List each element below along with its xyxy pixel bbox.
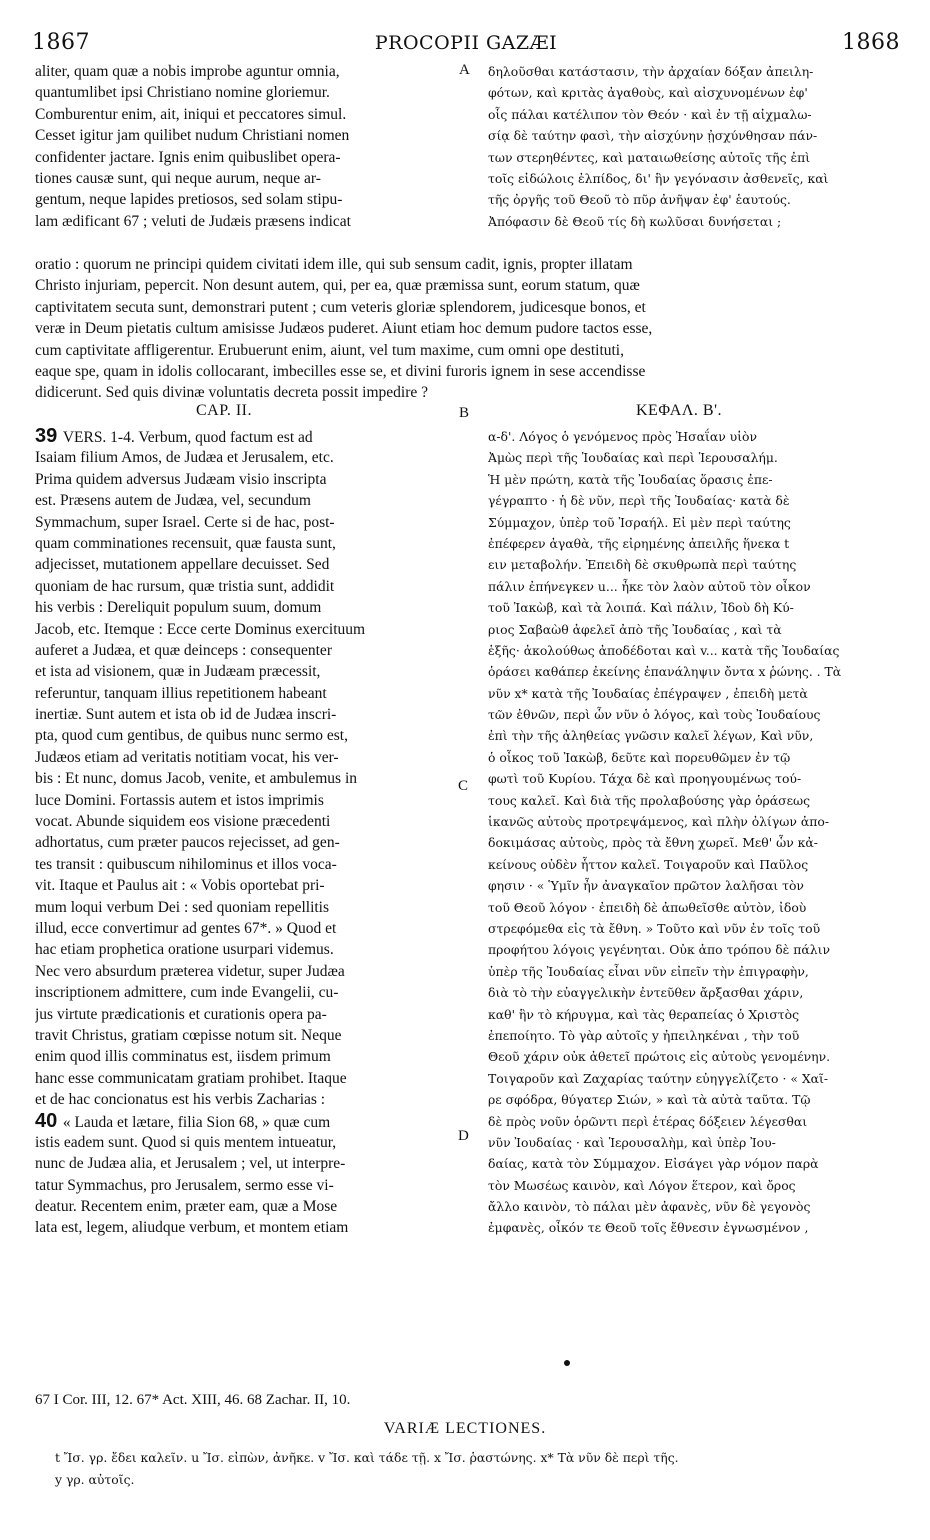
text-line: ριος Σαβαὼθ ἀφελεῖ ἀπὸ τῆς Ἰουδαίας , καὶ τὰ [488,621,782,637]
text-line: τῆς ὀργῆς τοῦ Θεοῦ τὸ πῦρ ἀνῆψαν ἐφ' ἑαυτούς. [488,192,791,208]
text-line: referuntur, tanquam illius repetitionem habeant [35,684,327,702]
text-line: veræ in Deum pietatis cultum amisisse Judæos puderet. Aiunt etiam hoc demum pudore tactos esse, [35,320,653,338]
text-line: δοκιμάσας αὐτοὺς, πρὸς τὰ ἔθνη χωρεῖ. Μεθ' ὧν κἀ- [488,835,818,851]
text-line: deatur. Recentem enim, præter eam, quæ a Mose [35,1198,338,1216]
text-line: φησιν · « Ὑμῖν ἦν ἀναγκαῖον πρῶτον λαλῆσαι τὸν [488,878,804,894]
ornament-dot [564,1360,570,1366]
running-title: PROCOPII GAZÆI [374,32,558,54]
text-line: τοῦ Ἰακὼβ, καὶ τὰ λοιπά. Καὶ πάλιν, Ἰδοὺ δὴ Κύ- [488,600,794,616]
text-line: νῦν x* κατὰ τῆς Ἰουδαίας ἐπέγραψεν , ἐπειδὴ μετὰ [488,685,808,701]
text-line: oratio : quorum ne principi quidem civitati idem ille, qui sub sensum cadit, ignis, propter illatam [35,256,633,273]
margin-marker-a: A [459,62,470,78]
text-line: ἐπεποίητο. Τὸ γὰρ αὐτοῖς y ἠπειληκέναι , τὴν τοῦ [488,1027,800,1043]
text-line: ἐπὶ τὴν τῆς ἀληθείας γνῶσιν καλεῖ λέγων, Καὶ νῦν, [488,728,814,744]
text-line: et de hac concionatus est his verbis Zacharias : [35,1091,326,1109]
text-line: his verbis : Dereliquit populum suum, domum [35,599,322,617]
text-line: τοῦ Θεοῦ λόγον · ἐπειδὴ δὲ ἀπωθεῖσθε αὐτὸν, ἰδοὺ [488,899,807,915]
page-number-right: 1868 [842,30,900,55]
text-line: ἐμφανὲς, οἶκόν τε Θεοῦ τοῖς ἔθνεσιν ἐγνωσμένον , [488,1220,809,1236]
text-line: et ista ad visionem, quæ in Judæam præcessit, [35,663,321,681]
text-line: gentum, neque lapides pretiosos, sed solam stipu- [35,191,343,209]
text-line: οἷς πάλαι κατέλιπον τὸν Θεόν · καὶ ἐν τῇ αἰχμαλω- [488,106,812,122]
margin-marker-c: C [458,778,469,794]
text-line: jus virtute prædicationis et curationis opera pa- [35,1005,327,1023]
text-line: φότων, καὶ κριτὰς ἀγαθοὺς, καὶ αἰσχυνομένων ἐφ' [488,85,808,101]
text-line: mum loqui verbum Dei : sed quoniam repellitis [35,898,330,916]
text-line: adhortatus, cum præter paucos rejecisset, ad gen- [35,834,340,852]
text-line: ειν μεταβολήν. Ἐπειδὴ δὲ σκυθρωπὰ περὶ ταύτης [488,557,797,573]
text-line: τοῖς εἰδώλοις ἐλπίδος, δι' ἣν γεγόνασιν ἀσθενεῖς, καὶ [488,170,829,186]
text-line: δαίας, κατὰ τὸν Σύμμαχον. Εἰσάγει γὰρ νόμον παρὰ [488,1156,819,1172]
text-line: inscriptionem admittere, cum inde Evangelii, cu- [35,984,339,1002]
text-line: φωτὶ τοῦ Κυρίου. Τάχα δὲ καὶ προηγουμένως τού- [488,771,802,787]
running-head [32,30,900,60]
variae-lectiones-title: VARIÆ LECTIONES. [383,1420,547,1437]
text-line: ὁ οἶκος τοῦ Ἰακὼβ, δεῦτε καὶ πορευθῶμεν ἐν τῷ [488,749,791,765]
text-line: vit. Itaque et Paulus ait : « Vobis oportebat pri- [35,877,325,895]
text-line: Judæos etiam ad veritatis notitiam vocat, his ver- [35,748,339,766]
text-line: τῶν ἐθνῶν, περὶ ὧν νῦν ὁ λόγος, καὶ τοὺς Ἰουδαίους [488,707,821,723]
text-line: 39 VERS. 1-4. Verbum, quod factum est ad [35,426,313,447]
text-line: Prima quidem adversus Judæam visio inscripta [35,470,327,488]
text-line: σίᾳ δὲ ταύτην φασὶ, τὴν αἰσχύνην ᾐσχύνθησαν πάν- [488,128,818,144]
text-line: est. Præsens autem de Judæa, vel, secundum [35,492,311,510]
text-line: ὁράσει καθάπερ ἐκείνης ἐπανάληψιν ὄντα x ῥώνης. . Τὰ [488,664,842,680]
text-line: quoniam de hac rursum, quæ tristia sunt, addidit [35,577,335,595]
text-line: lata est, legem, aliudque verbum, et montem etiam [35,1219,349,1237]
text-line: tatur Symmachus, pro Jerusalem, sermo esse vi- [35,1176,334,1194]
text-line: Τοιγαροῦν καὶ Ζαχαρίας ταύτην εὐηγγελίζετο · « Χαῖ- [488,1070,829,1086]
chapter-heading-latin: CAP. II. [196,402,253,419]
top-left-column [35,61,457,232]
text-line: enim quod illis comminatus est, iisdem primum [35,1048,331,1066]
text-line: didicerunt. Sed quis divinæ voluntatis decreta possit impedire ? [35,384,429,402]
text-line: δηλοῦσθαι κατάστασιν, τὴν ἀρχαίαν δόξαν ἀπειλη- [488,64,814,79]
text-line: ρε σφόδρα, θύγατερ Σιών, » καὶ τὰ αὐτὰ ταῦτα. Τῷ [488,1092,811,1108]
full-width-paragraph [35,254,908,404]
variant-readings-line-1: t Ἴσ. γρ. ἔδει καλεῖν. u Ἴσ. εἰπὼν, ἀνῆκε. v Ἴσ. καὶ τάδε τῇ. x Ἴσ. ῥαστώνης. x* Τὰ νῦν δὲ περὶ τῆς. [55,1450,679,1465]
page-number-left: 1867 [32,30,90,55]
text-line: ἑξῆς· ἀκολούθως ἀποδέδοται καὶ v... κατὰ τῆς Ἰουδαίας [488,642,840,658]
text-line: istis eadem sunt. Quod si quis mentem intueatur, [35,1133,337,1151]
text-line: pta, quod cum gentibus, de quibus nunc sermo est, [35,727,348,745]
margin-marker-b: B [459,405,470,421]
text-line: Ἀπόφασιν δὲ Θεοῦ τίς δὴ κωλῦσαι δυνήσεται ; [488,213,782,229]
left-body-column [35,426,457,1239]
text-line: α-δ'. Λόγος ὁ γενόμενος πρὸς Ἠσαΐαν υἱὸν [488,429,758,444]
text-line: Cesset igitur jam quilibet nudum Christiani nomen [35,127,350,145]
text-line: hanc esse communicatam gratiam prohibet. Itaque [35,1069,347,1087]
text-line: quam comminationes recensuit, quæ fausta sunt, [35,534,336,552]
text-line: τους καλεῖ. Καὶ διὰ τῆς προλαβούσης γὰρ ὁράσεως [488,792,811,808]
text-line: Isaiam filium Amos, de Judæa et Jerusalem, etc. [35,449,334,467]
right-body-column [488,426,908,1239]
text-line: nunc de Judæa alia, et Jerusalem ; vel, ut interpre- [35,1155,346,1173]
text-line: Comburentur enim, ait, iniqui et peccatores simul. [35,105,347,123]
text-line: inertiæ. Sunt autem et ista ob id de Judæa inscri- [35,706,337,724]
text-line: κείνους οὐδὲν ἧττον καλεῖ. Τοιγαροῦν καὶ Παῦλος [488,856,809,872]
variant-readings-line-2: y γρ. αὐτοῖς. [55,1472,135,1487]
text-line: προφήτου λόγοις γεγένηται. Οὐκ ἀπο τρόπου δὲ πάλιν [488,942,831,958]
text-line: γέγραπτο · ἡ δὲ νῦν, περὶ τῆς Ἰουδαίας· κατὰ δὲ [488,493,790,509]
text-line: vocat. Abunde siquidem eos visione præcedenti [35,813,331,831]
text-line: auferet a Judæa, et quæ deinceps : consequenter [35,641,332,659]
text-line: travit Christus, gratiam cœpisse notum sit. Neque [35,1026,342,1044]
text-line: στρεφόμεθα εἰς τὰ ἔθνη. » Τοῦτο καὶ νῦν ἐν τοῖς τοῦ [488,920,821,936]
text-line: aliter, quam quæ a nobis improbe aguntur omnia, [35,63,340,80]
text-line: lam ædificant 67 ; veluti de Judæis præsens indicat [35,212,351,230]
chapter-heading-greek: ΚΕΦΑΛ. Β'. [636,402,722,419]
text-line: captivitatem secuta sunt, demonstrari putent ; cum veteris gloriæ splendorem, judicesque bonos, et [35,298,646,316]
section-number: 39 [35,426,63,447]
text-line: Σύμμαχον, ὑπὲρ τοῦ Ἰσραήλ. Εἰ μὲν περὶ ταύτης [488,514,791,530]
text-line: adjecisset, mutationem appellare decuisset. Sed [35,556,330,574]
text-line: ἄλλο καινὸν, τὸ πάλαι μὲν ἀφανὲς, νῦν δὲ γεγονὸς [488,1199,811,1215]
text-line: ὑπὲρ τῆς Ἰουδαίας εἶναι νῦν εἰπεῖν τὴν ἐπιγραφὴν, [488,963,809,979]
margin-marker-d: D [458,1128,469,1144]
text-line: δὲ πρὸς νοῦν ὁρῶντι περὶ ἑτέρας δόξειεν λέγεσθαι [488,1113,808,1129]
text-line: ἱκανῶς αὐτοὺς προτρεψάμενος, καὶ πλὴν ὀλίγων ἀπο- [488,814,830,830]
text-line: Symmachum, super Israel. Certe si de hac, post- [35,513,335,531]
text-line: illud, ecce convertimur ad gentes 67*. » Quod et [35,919,337,937]
text-line: tiones causæ sunt, qui neque aurum, neque ar- [35,169,321,187]
text-line: 40 « Lauda et lætare, filia Sion 68, » quæ cum [35,1110,331,1132]
text-line: Jacob, etc. Itemque : Ecce certe Dominus exercituum [35,620,366,638]
text-line: tes transit : quibuscum nihilominus et illos voca- [35,855,337,873]
text-line: τὸν Μωσέως καινὸν, καὶ Λόγον ἕτερον, καὶ ὄρος [488,1177,796,1193]
text-line: διὰ τὸ τὴν εὐαγγελικὴν ἐντεῦθεν ἄρξασθαι χάριν, [488,985,804,1001]
text-line: πάλιν ἐπήνεγκεν u... ἦκε τὸν λαὸν αὐτοῦ τὸν οἶκον [488,578,811,594]
text-line: Christo injuriam, pepercit. Non desunt autem, qui, per ea, quæ præmissa sunt, eorum statum, quæ [35,277,640,295]
top-right-column [488,61,908,232]
text-line: νῦν Ἰουδαίας · καὶ Ἱερουσαλὴμ, καὶ ὑπὲρ Ἰου- [488,1134,776,1150]
text-line: των στερηθέντες, καὶ ματαιωθείσης αὐτοῖς τῆς ἐπὶ [488,149,811,165]
text-line: quantumlibet ipsi Christiano nomine gloriemur. [35,84,330,102]
text-line: Nec vero absurdum præterea videtur, super Judæa [35,962,345,980]
text-line: Ἡ μὲν πρώτη, κατὰ τῆς Ἰουδαίας ὅρασις ἐπε- [488,471,773,487]
text-line: Ἀμὼς περὶ τῆς Ἰουδαίας καὶ περὶ Ἱερουσαλήμ. [488,450,778,466]
text-line: cum captivitate affligerentur. Erubuerunt enim, aiunt, vel tum maxime, cum omni ope destituti, [35,341,624,359]
text-line: luce Domini. Fortassis autem et istos imprimis [35,791,324,809]
text-line: eaque spe, quam in idolis collocarant, imbecilles esse se, et divini furoris ignem in sese accendisse [35,362,646,380]
text-line: confidenter jactare. Ignis enim quibuslibet opera- [35,148,341,166]
text-line: καθ' ἣν τὸ κήρυγμα, καὶ τὰς θεραπείας ὁ Χριστὸς [488,1006,800,1022]
text-line: ἐπέφερεν ἀγαθὰ, τῆς εἰρημένης ἀπειλῆς ἥνεκα t [488,535,790,551]
text-line: Θεοῦ χάριν οὐκ ἀθετεῖ πρώτοις εἰς αὐτοὺς γενομένην. [488,1049,831,1065]
text-line: bis : Et nunc, domus Jacob, venite, et ambulemus in [35,770,358,788]
section-number: 40 [35,1110,63,1132]
footnotes: 67 I Cor. III, 12. 67* Act. XIII, 46. 68 Zachar. II, 10. [35,1392,351,1408]
text-line: hac etiam prophetica oratione usurpari videmus. [35,941,334,959]
